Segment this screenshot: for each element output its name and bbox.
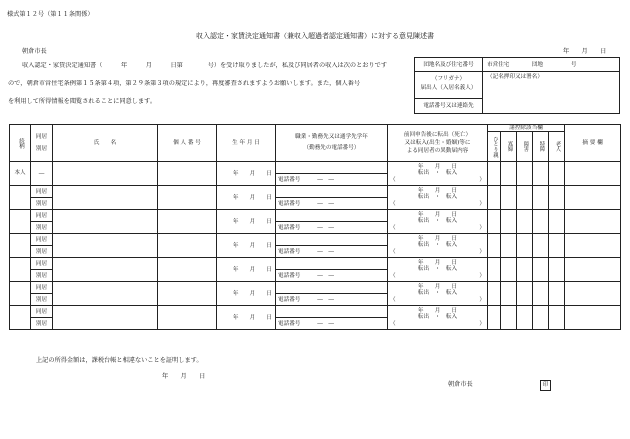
separate-cell[interactable]: 別居	[31, 246, 53, 258]
addressee: 朝倉市長	[22, 48, 47, 55]
housing-field[interactable]: 市営住宅 団地 号	[487, 62, 577, 68]
phone-cell[interactable]: 電話番号 ― ―	[276, 294, 388, 306]
deduction-cell[interactable]	[488, 234, 501, 258]
submission-date[interactable]: 年 月 日	[563, 48, 607, 55]
body-line-1: 収入認定・家賃決定通知書（ 年 月 日第 号）を受け取りましたが，私及び同居者の収入は次のとおりです	[22, 62, 388, 69]
moves-cell[interactable]: 年 月 日 転出 ・ 転入 （ ）	[388, 306, 488, 330]
deduction-cell[interactable]	[517, 306, 533, 330]
relation-cell[interactable]	[10, 234, 31, 258]
mynumber-cell[interactable]	[158, 234, 217, 258]
header-moves: 前回申告後に転出（死亡） 又は転入(出生・婚姻)等に よる同居者の異動届内容	[388, 125, 488, 162]
remarks-cell[interactable]	[565, 162, 621, 186]
mayor-label: 朝倉市長	[448, 381, 473, 388]
deduction-cell[interactable]	[549, 306, 565, 330]
mynumber-cell[interactable]	[158, 210, 217, 234]
deduction-cell[interactable]	[533, 282, 549, 306]
phone-cell[interactable]: 電話番号 ― ―	[276, 246, 388, 258]
remarks-cell[interactable]	[565, 306, 621, 330]
remarks-cell[interactable]	[565, 234, 621, 258]
deduction-cell[interactable]	[501, 306, 517, 330]
deduction-cell[interactable]	[488, 258, 501, 282]
cohab-cell[interactable]: 同居	[31, 234, 53, 246]
name-cell[interactable]	[53, 162, 158, 186]
name-cell[interactable]	[53, 186, 158, 210]
table-row	[10, 186, 621, 198]
birth-cell[interactable]: 年 月 日	[217, 282, 276, 306]
page-title: 収入認定・家賃決定通知書（兼収入超過者認定通知書）に対する意見陳述書	[196, 32, 434, 40]
header-name: 氏 名	[53, 125, 158, 162]
relation-cell[interactable]	[10, 186, 31, 210]
deduction-cell[interactable]	[549, 186, 565, 210]
deduction-cell[interactable]	[501, 162, 517, 186]
header-disability: 障害	[517, 132, 533, 162]
work-cell[interactable]	[276, 186, 388, 198]
mynumber-cell[interactable]	[158, 162, 217, 186]
deduction-cell[interactable]	[501, 186, 517, 210]
mynumber-cell[interactable]	[158, 282, 217, 306]
work-cell[interactable]	[276, 258, 388, 270]
work-cell[interactable]	[276, 210, 388, 222]
header-birth: 生 年 月 日	[217, 125, 276, 162]
header-mynumber: 個 人 番 号	[158, 125, 217, 162]
form-number: 様式第１２号（第１１条関係）	[7, 11, 94, 18]
birth-cell[interactable]: 年 月 日	[217, 186, 276, 210]
table-row	[10, 282, 621, 294]
name-cell[interactable]	[53, 306, 158, 330]
cohab-cell[interactable]: 同居	[31, 258, 53, 270]
mynumber-cell[interactable]	[158, 306, 217, 330]
phone-label: 電話番号又は連絡先	[423, 103, 474, 109]
deduction-cell[interactable]	[549, 234, 565, 258]
cohab-cell[interactable]: 同居	[31, 282, 53, 294]
table-row	[10, 162, 621, 174]
deduction-cell[interactable]	[549, 162, 565, 186]
header-cohab: 同居 別居	[31, 125, 53, 162]
header-relation: 続柄	[10, 125, 31, 162]
birth-cell[interactable]: 年 月 日	[217, 258, 276, 282]
name-cell[interactable]	[53, 210, 158, 234]
deduction-cell[interactable]	[549, 282, 565, 306]
body-line-3: を利用して所得情報を閲覧されることに同意します。	[8, 98, 157, 105]
work-cell[interactable]	[276, 282, 388, 294]
deduction-cell[interactable]	[517, 162, 533, 186]
housing-label: 団地名及び住宅番号	[423, 62, 474, 68]
deduction-cell[interactable]	[488, 186, 501, 210]
moves-cell[interactable]: 年 月 日 転出 ・ 転入 （ ）	[388, 282, 488, 306]
header-elderly: 老人	[549, 132, 565, 162]
work-cell[interactable]	[276, 162, 388, 174]
separate-cell[interactable]: 別居	[31, 294, 53, 306]
header-remarks: 摘 要 欄	[565, 125, 621, 162]
remarks-cell[interactable]	[565, 210, 621, 234]
seal-icon: 印	[540, 380, 551, 391]
body-line-2: ので，朝倉市営住宅条例第１５条第４項，第２９条第３項の規定により，再度審査されますようお願いします。また，個人番号	[8, 80, 361, 87]
mynumber-cell[interactable]	[158, 258, 217, 282]
phone-cell[interactable]: 電話番号 ― ―	[276, 198, 388, 210]
birth-cell[interactable]: 年 月 日	[217, 234, 276, 258]
self-label: 本人	[10, 162, 31, 186]
header-deductions: 諸控除該当欄	[488, 125, 565, 132]
deduction-cell[interactable]	[533, 186, 549, 210]
table-row	[10, 210, 621, 222]
header-work: 職業・勤務先又は通学先学年 （勤務先の電話番号）	[276, 125, 388, 162]
deduction-cell[interactable]	[517, 258, 533, 282]
phone-cell[interactable]: 電話番号 ― ―	[276, 222, 388, 234]
furigana-label: （フリガナ）	[431, 76, 466, 82]
deduction-cell[interactable]	[549, 210, 565, 234]
deduction-cell[interactable]	[533, 306, 549, 330]
header-special: 特障	[533, 132, 549, 162]
deduction-cell[interactable]	[549, 258, 565, 282]
phone-cell[interactable]: 電話番号 ― ―	[276, 318, 388, 330]
deduction-cell[interactable]	[517, 210, 533, 234]
deduction-cell[interactable]	[488, 162, 501, 186]
deduction-cell[interactable]	[533, 258, 549, 282]
deduction-cell[interactable]	[533, 162, 549, 186]
cohab-cell[interactable]: 同居	[31, 186, 53, 198]
moves-cell[interactable]: 年 月 日 転出 ・ 転入 （ ）	[388, 186, 488, 210]
applicant-box	[414, 57, 620, 114]
table-row	[10, 234, 621, 246]
birth-cell[interactable]: 年 月 日	[217, 162, 276, 186]
deduction-cell[interactable]	[533, 210, 549, 234]
moves-cell[interactable]: 年 月 日 転出 ・ 転入 （ ）	[388, 258, 488, 282]
header-widow: 寡婦	[501, 132, 517, 162]
header-single-parent: ひとり親	[488, 132, 501, 162]
relation-cell[interactable]	[10, 282, 31, 306]
separate-cell[interactable]: 別居	[31, 222, 53, 234]
cohab-cell[interactable]: 同居	[31, 210, 53, 222]
moves-cell[interactable]: 年 月 日 転出 ・ 転入 （ ）	[388, 162, 488, 186]
deduction-cell[interactable]	[501, 282, 517, 306]
deduction-cell[interactable]	[501, 258, 517, 282]
deduction-cell[interactable]	[533, 234, 549, 258]
remarks-cell[interactable]	[565, 186, 621, 210]
birth-cell[interactable]: 年 月 日	[217, 306, 276, 330]
name-cell[interactable]	[53, 282, 158, 306]
signature-field[interactable]: （記名押印又は署名）	[487, 74, 543, 80]
household-table	[9, 124, 621, 330]
self-dash: ―	[31, 162, 53, 186]
separate-cell[interactable]: 別居	[31, 198, 53, 210]
moves-cell[interactable]: 年 月 日 転出 ・ 転入 （ ）	[388, 210, 488, 234]
deduction-cell[interactable]	[501, 234, 517, 258]
deduction-cell[interactable]	[488, 306, 501, 330]
deduction-cell[interactable]	[517, 234, 533, 258]
separate-cell[interactable]: 別居	[31, 270, 53, 282]
deduction-cell[interactable]	[488, 282, 501, 306]
certify-date[interactable]: 年 月 日	[162, 373, 206, 380]
name-cell[interactable]	[53, 234, 158, 258]
mynumber-cell[interactable]	[158, 186, 217, 210]
moves-cell[interactable]: 年 月 日 転出 ・ 転入 （ ）	[388, 234, 488, 258]
deduction-cell[interactable]	[501, 210, 517, 234]
work-cell[interactable]	[276, 234, 388, 246]
name-cell[interactable]	[53, 258, 158, 282]
phone-cell[interactable]: 電話番号 ― ―	[276, 270, 388, 282]
deduction-cell[interactable]	[488, 210, 501, 234]
relation-cell[interactable]	[10, 210, 31, 234]
remarks-cell[interactable]	[565, 282, 621, 306]
deduction-cell[interactable]	[517, 282, 533, 306]
relation-cell[interactable]	[10, 258, 31, 282]
work-cell[interactable]	[276, 306, 388, 318]
cohab-cell[interactable]: 同居	[31, 306, 53, 318]
certify-text: 上記の所得金額は，課税台帳と相違ないことを証明します。	[36, 357, 203, 364]
birth-cell[interactable]: 年 月 日	[217, 210, 276, 234]
phone-cell[interactable]: 電話番号 ― ―	[276, 174, 388, 186]
relation-cell[interactable]	[10, 306, 31, 330]
table-row	[10, 258, 621, 270]
deduction-cell[interactable]	[517, 186, 533, 210]
separate-cell[interactable]: 別居	[31, 318, 53, 330]
notifier-label: 届出人（入居名義人）	[420, 85, 477, 91]
remarks-cell[interactable]	[565, 258, 621, 282]
table-row	[10, 306, 621, 318]
